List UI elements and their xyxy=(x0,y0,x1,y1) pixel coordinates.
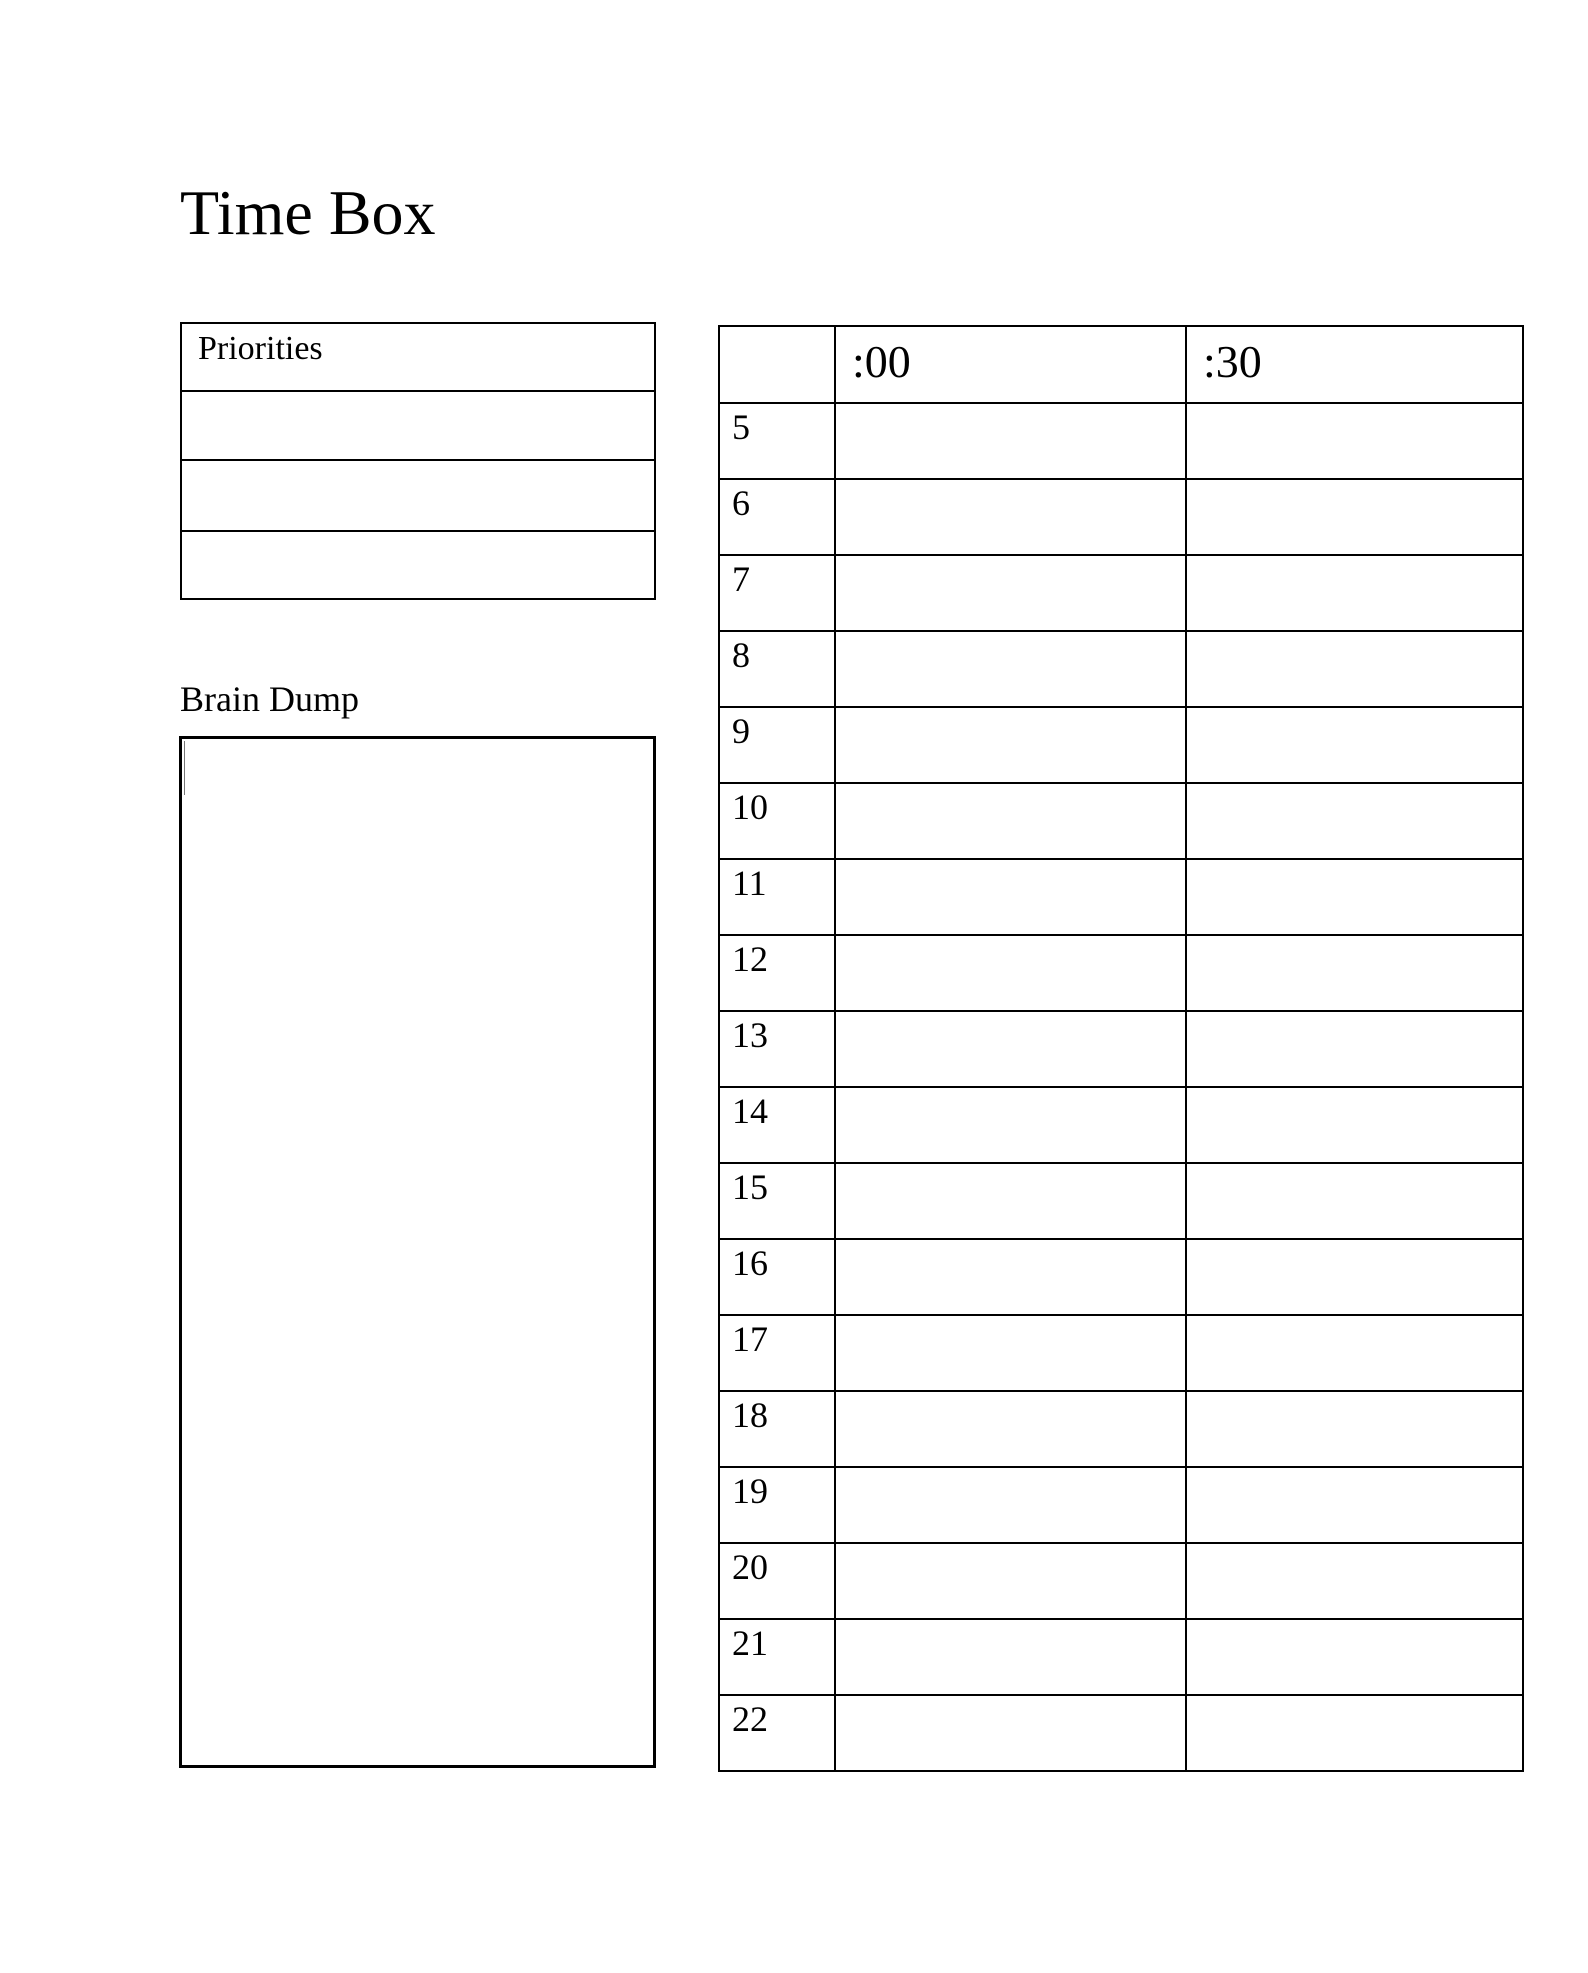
slot-30-cell[interactable] xyxy=(1186,1619,1523,1695)
slot-00-cell[interactable] xyxy=(835,479,1186,555)
slot-30-cell[interactable] xyxy=(1186,631,1523,707)
hour-label: 14 xyxy=(732,1091,768,1131)
hour-label-cell xyxy=(719,935,835,1011)
hour-label: 10 xyxy=(732,787,768,827)
hour-label: 18 xyxy=(732,1395,768,1435)
hour-label: 21 xyxy=(732,1623,768,1663)
schedule-row xyxy=(719,403,1523,479)
slot-30-cell[interactable] xyxy=(1186,1011,1523,1087)
schedule-row xyxy=(719,1619,1523,1695)
slot-00-cell[interactable] xyxy=(835,403,1186,479)
slot-30-cell[interactable] xyxy=(1186,1391,1523,1467)
hour-label-cell xyxy=(719,1543,835,1619)
slot-30-cell[interactable] xyxy=(1186,783,1523,859)
hour-label-cell xyxy=(719,631,835,707)
schedule-row xyxy=(719,1011,1523,1087)
schedule-table xyxy=(718,325,1524,1772)
slot-30-cell[interactable] xyxy=(1186,1543,1523,1619)
slot-00-cell[interactable] xyxy=(835,1239,1186,1315)
slot-00-cell[interactable] xyxy=(835,1543,1186,1619)
slot-30-cell[interactable] xyxy=(1186,403,1523,479)
hour-label-cell xyxy=(719,555,835,631)
priority-slot-3[interactable] xyxy=(182,532,654,598)
slot-00-cell[interactable] xyxy=(835,1315,1186,1391)
hour-label: 6 xyxy=(732,483,750,523)
slot-00-cell[interactable] xyxy=(835,555,1186,631)
hour-label-cell xyxy=(719,1467,835,1543)
minute-30-header: :30 xyxy=(1186,326,1523,403)
hour-label: 7 xyxy=(732,559,750,599)
hour-label: 13 xyxy=(732,1015,768,1055)
hour-label-cell xyxy=(719,1011,835,1087)
slot-00-cell[interactable] xyxy=(835,783,1186,859)
hour-label-cell xyxy=(719,707,835,783)
hour-label-cell xyxy=(719,1695,835,1771)
slot-30-cell[interactable] xyxy=(1186,707,1523,783)
slot-30-cell[interactable] xyxy=(1186,859,1523,935)
schedule-row xyxy=(719,1391,1523,1467)
brain-dump-label: Brain Dump xyxy=(180,679,359,719)
slot-00-cell[interactable] xyxy=(835,631,1186,707)
minute-00-header: :00 xyxy=(835,326,1186,403)
slot-00-cell[interactable] xyxy=(835,935,1186,1011)
slot-00-cell[interactable] xyxy=(835,1619,1186,1695)
slot-00-cell[interactable] xyxy=(835,1011,1186,1087)
priorities-header-row xyxy=(182,324,654,392)
slot-30-cell[interactable] xyxy=(1186,1695,1523,1771)
schedule-row xyxy=(719,1467,1523,1543)
slot-30-cell[interactable] xyxy=(1186,1315,1523,1391)
slot-00-cell[interactable] xyxy=(835,1163,1186,1239)
slot-30-cell[interactable] xyxy=(1186,555,1523,631)
hour-label: 8 xyxy=(732,635,750,675)
schedule-row xyxy=(719,1087,1523,1163)
hour-label: 19 xyxy=(732,1471,768,1511)
hour-label: 12 xyxy=(732,939,768,979)
hour-label-cell xyxy=(719,479,835,555)
priorities-header: Priorities xyxy=(198,330,323,367)
schedule-row xyxy=(719,783,1523,859)
slot-00-cell[interactable] xyxy=(835,1467,1186,1543)
hour-label-cell xyxy=(719,1239,835,1315)
hour-label-cell xyxy=(719,1087,835,1163)
slot-00-cell[interactable] xyxy=(835,859,1186,935)
slot-00-cell[interactable] xyxy=(835,1695,1186,1771)
schedule-row xyxy=(719,1695,1523,1771)
slot-30-cell[interactable] xyxy=(1186,935,1523,1011)
text-cursor xyxy=(184,741,185,795)
hour-label-cell xyxy=(719,403,835,479)
schedule-row xyxy=(719,1239,1523,1315)
schedule-row xyxy=(719,1543,1523,1619)
schedule-row xyxy=(719,859,1523,935)
hour-label: 17 xyxy=(732,1319,768,1359)
hour-label-cell xyxy=(719,783,835,859)
hour-label: 15 xyxy=(732,1167,768,1207)
brain-dump-box[interactable] xyxy=(179,736,656,1768)
slot-30-cell[interactable] xyxy=(1186,1163,1523,1239)
hour-label: 16 xyxy=(732,1243,768,1283)
schedule-row xyxy=(719,479,1523,555)
priority-slot-1[interactable] xyxy=(182,392,654,461)
slot-00-cell[interactable] xyxy=(835,1391,1186,1467)
slot-00-cell[interactable] xyxy=(835,707,1186,783)
hour-label-cell xyxy=(719,1391,835,1467)
page-title: Time Box xyxy=(180,177,436,248)
schedule-header-row xyxy=(719,326,1523,403)
hour-label-cell xyxy=(719,1315,835,1391)
priority-slot-2[interactable] xyxy=(182,461,654,532)
hour-label: 22 xyxy=(732,1699,768,1739)
slot-30-cell[interactable] xyxy=(1186,1239,1523,1315)
schedule-row xyxy=(719,707,1523,783)
hour-label: 20 xyxy=(732,1547,768,1587)
schedule-row xyxy=(719,555,1523,631)
hour-label-cell xyxy=(719,1619,835,1695)
priorities-table xyxy=(180,322,656,600)
hour-column-header xyxy=(719,326,835,403)
slot-30-cell[interactable] xyxy=(1186,1087,1523,1163)
hour-label-cell xyxy=(719,1163,835,1239)
schedule-row xyxy=(719,1315,1523,1391)
hour-label-cell xyxy=(719,859,835,935)
schedule-row xyxy=(719,631,1523,707)
slot-00-cell[interactable] xyxy=(835,1087,1186,1163)
schedule-row xyxy=(719,935,1523,1011)
hour-label: 11 xyxy=(732,863,767,903)
schedule-row xyxy=(719,1163,1523,1239)
slot-30-cell[interactable] xyxy=(1186,1467,1523,1543)
slot-30-cell[interactable] xyxy=(1186,479,1523,555)
hour-label: 9 xyxy=(732,711,750,751)
hour-label: 5 xyxy=(732,407,750,447)
